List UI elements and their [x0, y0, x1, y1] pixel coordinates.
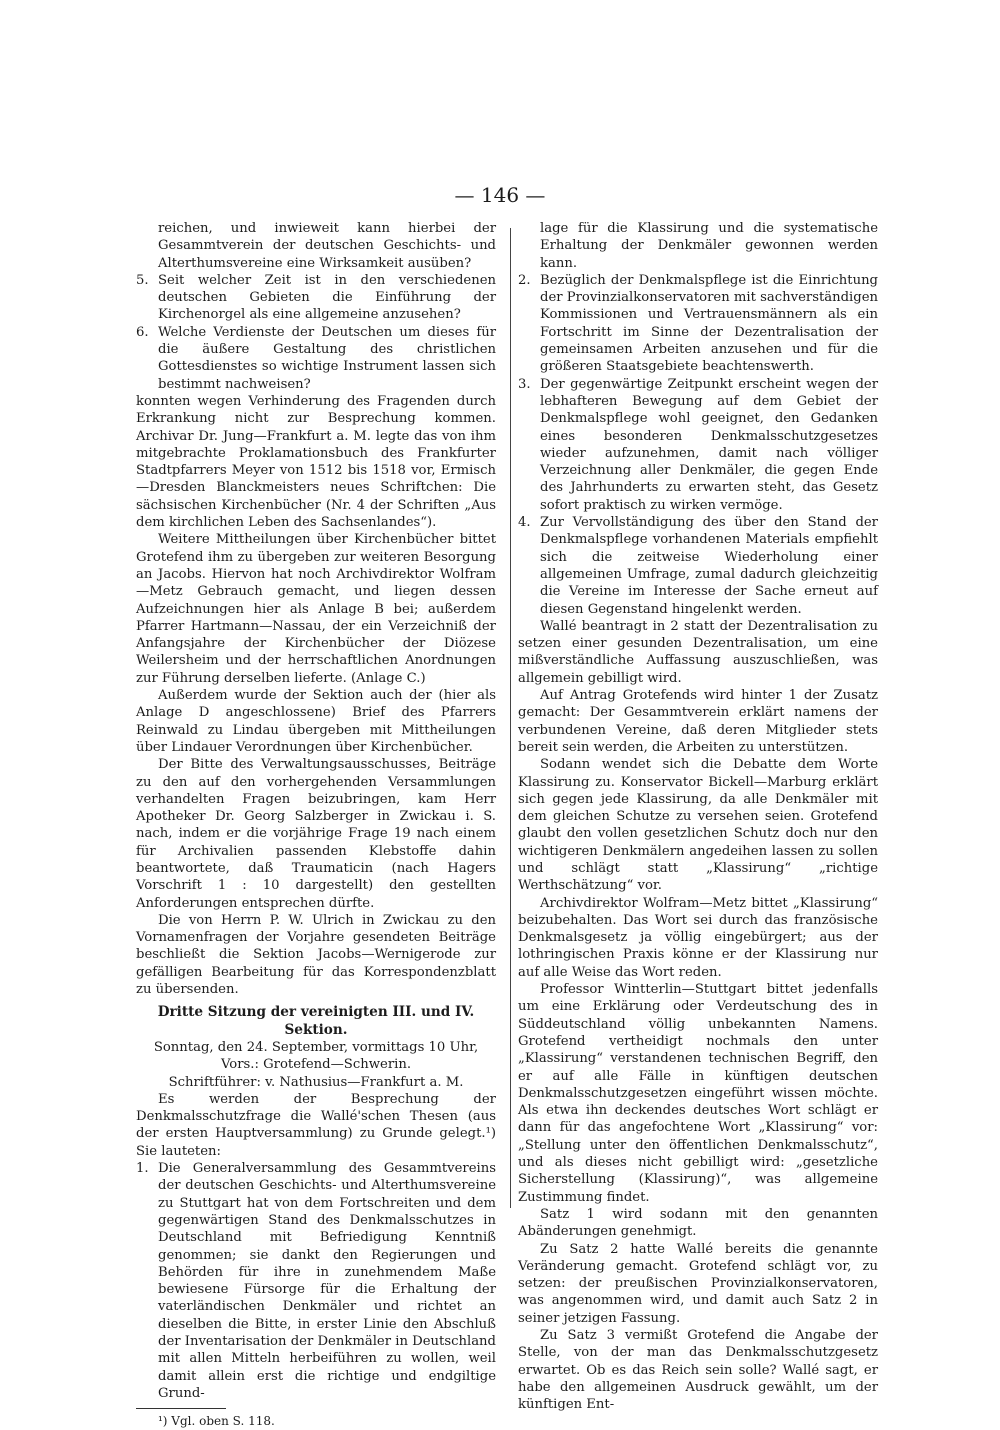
paragraph-satz3: Zu Satz 3 vermißt Grotefend die Angabe der Stelle, von der man das Denkmalsschutzgesetz erwartet. Ob es das Reich sein solle? Wallé sagt, er habe den allgemeinen Ausdruck gewählt, um der künftigen Ent- — [518, 1328, 878, 1413]
column-divider — [510, 228, 511, 1208]
list-item-1 — [136, 1160, 496, 1402]
paragraph-wintterlin: Professor Wintterlin—Stuttgart bittet jedenfalls um eine Erklärung oder Verdeutschung des in Süddeutschland völlig unbekannten Namens. Grotefend vertheidigt nochmals den unter „Klassirung“ verstandenen technischen Begriff, den er auf alle Fälle in künftigen deutschen Denkmalsschutzgesetzen eingeführt wissen möchte. Als etwa ihn deckendes deutsches Wort schlägt er dann für das angefochtene Wort „Klassirung“ vor: „Stellung unter den öffentlichen Denkmalsschutz“, und als dieses nicht gebilligt wird: „gesetzliche Sicherstellung (Klassirung)“, was allgemeine Zustimmung findet. — [518, 982, 878, 1205]
item-number: 1. — [136, 1161, 149, 1177]
list-item-4 — [518, 514, 878, 618]
item-1-continued: lage für die Klassirung und die systematische Erhaltung der Denkmäler gewonnen werden kann. — [540, 221, 878, 271]
paragraph-walle: Wallé beantragt in 2 statt der Dezentralisation zu setzen einer gesunden Dezentralisation, um eine mißverständliche Auffassung auszuschließen, was allgemein gebilligt wird. — [518, 618, 878, 686]
session-secretary: Schriftführer: v. Nathusius—Frankfurt a. M. — [168, 1074, 464, 1090]
paragraph-jung: konnten wegen Verhinderung des Fragenden durch Erkrankung nicht zur Besprechung kommen. Archivar Dr. Jung—Frankfurt a. M. legte das von ihm mitgebrachte Proklamationsbuch des Frankfurter Stadtpfarrers Meyer von 1512 bis 1518 vor, Ermisch—Dresden Blanckmeisters neues Schriftchen: Die sächsischen Kirchenbücher (Nr. 4 der Schriften „Aus dem kirchlichen Leben des Sachsenlandes“). — [136, 393, 496, 531]
paragraph-satz1: Satz 1 wird sodann mit den genannten Abänderungen genehmigt. — [518, 1206, 878, 1240]
paragraph-ausserdem: Außerdem wurde der Sektion auch der (hier als Anlage D angeschlossene) Brief des Pfarrers Reinwald zu Lindau übergeben mit Mittheilungen über Lindauer Verordnungen über Kirchenbücher. — [136, 688, 496, 755]
paragraph-sodann: Sodann wendet sich die Debatte dem Worte Klassirung zu. Konservator Bickell—Marburg erklärt sich gegen jede Klassirung, da alle Denkmäler mit dem gleichen Schutze zu versehen seien. Grotefend glaubt den vollen gesetzlichen Schutz doch nur den wichtigeren Denkmälern angedeihen lassen zu sollen und schlägt statt „Klassirung“ „richtige Werthschätzung“ vor. — [518, 757, 878, 894]
item-number: 5. — [136, 272, 149, 288]
right-column — [518, 220, 878, 1413]
list-item-3 — [518, 376, 878, 514]
item-text: Zur Vervollständigung des über den Stand der Denkmalspflege vorhandenen Materials empfiehlt sich die zeitweise Wiederholung einer allgemeinen Umfrage, zumal dadurch gleichzeitig die Vereine im Interesse der Sache erneut auf diesen Gegenstand hingelenkt werden. — [540, 515, 878, 617]
paragraph-theses: Es werden der Besprechung der Denkmalsschutzfrage die Wallé'schen Thesen (aus der ersten Hauptversammlung) zu Grunde gelegt.¹) Sie lauteten: — [136, 1091, 496, 1159]
paragraph-bitte: Der Bitte des Verwaltungsausschusses, Beiträge zu den auf den vorhergehenden Versammlungen verhandelten Fragen beizubringen, kam Herr Apotheker Dr. Georg Salzberger in Zwickau i. S. nach, indem er die vorjährige Frage 19 nach einem für Archivalien passenden Klebstoffe dahin beantwortete, daß Traumaticin (nach Hagers Vorschrift 1 : 10 dargestellt) den gestellten Anforderungen entsprechen dürfte. — [136, 757, 496, 911]
item-text: Bezüglich der Denkmalspflege ist die Einrichtung der Provinzialkonservatoren mit sachverständigen Kommissionen und Vertrauensmännern als ein Fortschritt im Sinne der Dezentralisation der gemeinsamen Arbeiten anzusehen und für die größeren Staatsgebiete beachtenswerth. — [540, 272, 879, 375]
item-number: 6. — [136, 324, 149, 340]
session-date: Sonntag, den 24. September, vormittags 10 Uhr, — [153, 1039, 479, 1055]
page-number: — 146 — — [454, 183, 546, 207]
item-text: Der gegenwärtige Zeitpunkt erscheint wegen der lebhafteren Bewegung auf dem Gebiet der Denkmalspflege wohl geeignet, den Gedanken eines besonderen Denkmalsschutzgesetzes wieder aufzunehmen, damit nach völliger Verzeichnung aller Denkmäler, die gegen Ende des Jahrhunderts zu erwarten steht, das Gesetz sofort praktisch zu wirken vermöge. — [540, 376, 878, 513]
paragraph-antrag: Auf Antrag Grotefends wird hinter 1 der Zusatz gemacht: Der Gesammtverein erklärt namens der verbundenen Vereine, daß deren Mitglieder stets bereit sein werden, die Arbeiten zu unterstützen. — [518, 688, 878, 755]
list-item-5 — [136, 272, 496, 324]
paragraph-continued: reichen, und inwieweit kann hierbei der Gesammtverein der deutschen Geschichts- und Alterthumsvereine eine Wirksamkeit ausüben? — [158, 221, 496, 271]
paragraph-weitere: Weitere Mittheilungen über Kirchenbücher bittet Grotefend ihm zu übergeben zur weiteren Besorgung an Jacobs. Hiervon hat noch Archivdirektor Wolfram—Metz Gebrauch gemacht, und liegen dessen Aufzeichnungen hier als Anlage B bei; außerdem Pfarrer Hartmann—Nassau, der ein Verzeichniß der Anfangsjahre der Kirchenbücher der Diözese Weilersheim und der herrschaftlichen Anordnungen zur Führung derselben lieferte. (Anlage C.) — [136, 532, 496, 686]
left-column — [136, 220, 496, 1430]
session-chair: Vors.: Grotefend—Schwerin. — [220, 1057, 412, 1073]
footnote: ¹) Vgl. oben S. 118. — [158, 1414, 275, 1429]
item-text: Die Generalversammlung des Gesammtvereins der deutschen Geschichts- und Alterthumsvereine zu Stuttgart hat von dem Fortschreiten und dem gegenwärtigen Stand des Denkmalsschutzes in Deutschland mit Befriedigung Kenntniß genommen; sie dankt den Regierungen und Behörden für ihre in zunehmendem Maße bewiesene Fürsorge für die Erhaltung der vaterländischen Denkmäler und richtet an dieselben die Bitte, in erster Linie den Abschluß der Inventarisation der Denkmäler in Deutschland mit allen Mitteln herbeiführen zu wollen, weil damit allein erst die richtige und endgiltige Grund- — [158, 1161, 496, 1401]
paragraph-wolfram: Archivdirektor Wolfram—Metz bittet „Klassirung“ beizubehalten. Das Wort sei durch das französische Denkmalsgesetz ja völlig eingebürgert; aus der lothringischen Praxis könne er der Klassirung nur auf alle Weise das Wort reden. — [518, 895, 878, 980]
item-text: Welche Verdienste der Deutschen um dieses für die äußere Gestaltung des christlichen Gottesdienstes so wichtige Instrument lassen sich bestimmt nachweisen? — [158, 324, 496, 392]
item-number: 4. — [518, 515, 531, 531]
item-number: 3. — [518, 376, 531, 392]
footnote-divider — [136, 1408, 226, 1409]
paragraph-satz2: Zu Satz 2 hatte Wallé bereits die genannte Veränderung gemacht. Grotefend schlägt vor, zu setzen: der preußischen Provinzialkonservatoren, was angenommen wird, und damit auch Satz 2 in seiner jetzigen Fassung. — [518, 1241, 878, 1326]
item-number: 2. — [518, 272, 531, 288]
list-item-2 — [518, 272, 878, 376]
item-text: Seit welcher Zeit ist in den verschiedenen deutschen Gebieten die Einführung der Kirchenorgel als eine allgemeine anzusehen? — [158, 272, 496, 323]
list-item-6 — [136, 324, 496, 393]
paragraph-ulrich: Die von Herrn P. W. Ulrich in Zwickau zu den Vornamenfragen der Vorjahre gesendeten Beiträge beschließt die Sektion Jacobs—Wernigerode zur gefälligen Bearbeitung für das Korrespondenzblatt zu übersenden. — [136, 912, 496, 998]
section-heading: Dritte Sitzung der vereinigten III. und IV. Sektion. — [157, 1004, 475, 1038]
